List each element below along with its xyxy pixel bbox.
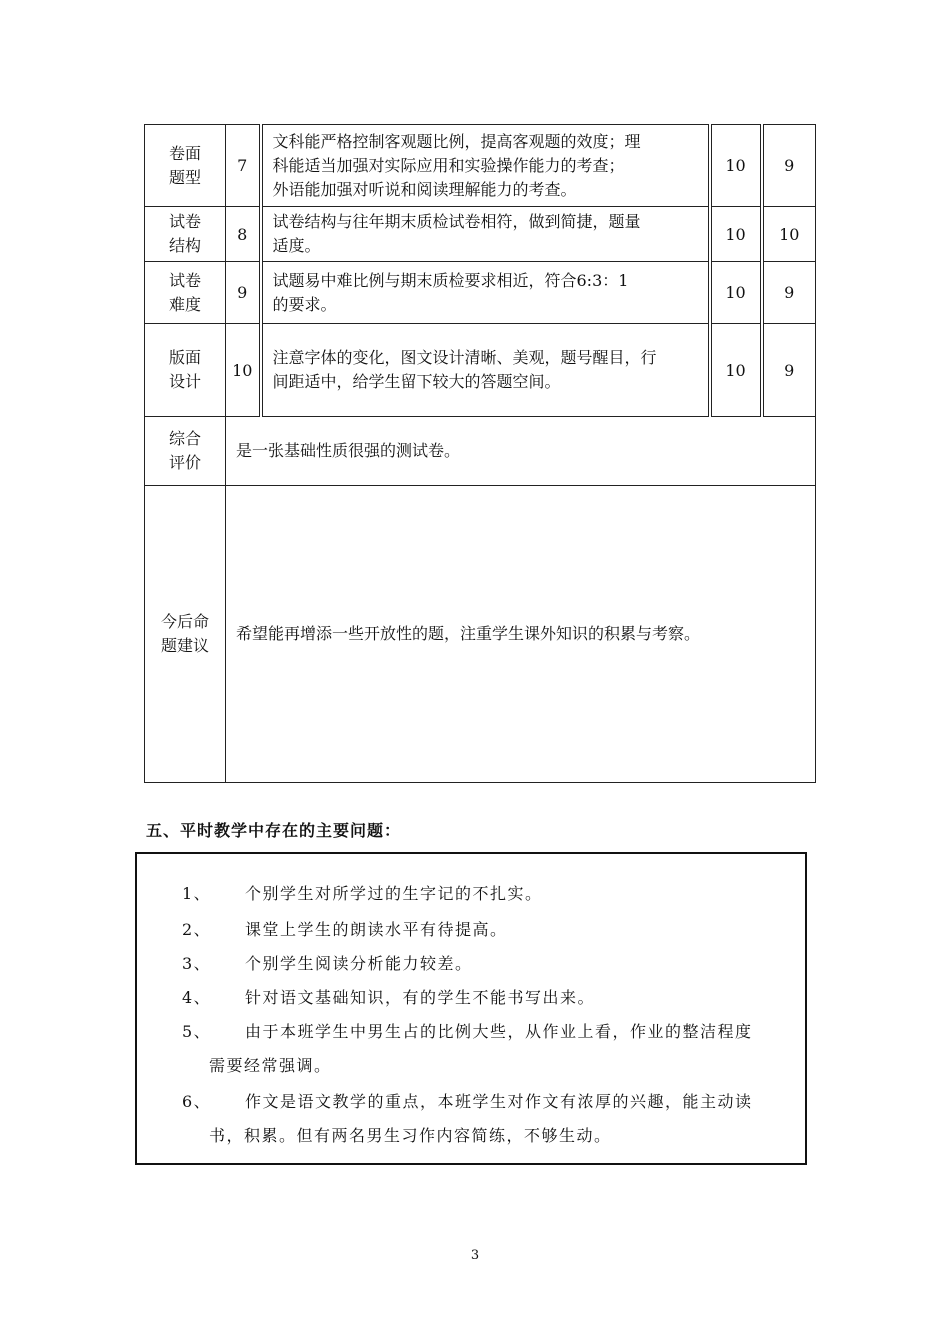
- issue-text: 作文是语文教学的重点，本班学生对作文有浓厚的兴趣，能主动读: [245, 1092, 753, 1111]
- row-description: 文科能严格控制客观题比例，提高客观题的效度；理 科能适当加强对实际应用和实验操作能力的考查； 外语能加强对听说和阅读理解能力的考查。: [261, 125, 710, 207]
- issue-text: 由于本班学生中男生占的比例大些，从作业上看，作业的整洁程度: [245, 1022, 753, 1041]
- row-number: 7: [226, 125, 261, 207]
- section-title: 五、平时教学中存在的主要问题：: [146, 821, 402, 840]
- row-number: 10: [226, 324, 261, 417]
- list-item: [137, 1083, 805, 1153]
- table-row: [145, 324, 816, 417]
- list-item: [137, 911, 805, 945]
- suggestion-label: 今后命 题建议: [145, 486, 226, 783]
- row-description: 试卷结构与往年期末质检试卷相符，做到简捷，题量 适度。: [261, 207, 710, 262]
- list-item: [137, 979, 805, 1013]
- row-number: 8: [226, 207, 261, 262]
- row-label: 试卷 难度: [145, 262, 226, 324]
- overall-evaluation-row: [145, 417, 816, 486]
- issue-text-continued: 书，积累。但有两名男生习作内容简练，不够生动。: [209, 1126, 612, 1145]
- row-description: 注意字体的变化，图文设计清晰、美观，题号醒目，行 间距适中，给学生留下较大的答题空间。: [261, 324, 710, 417]
- row-score-full: 10: [710, 125, 762, 207]
- suggestion-text: 希望能再增添一些开放性的题，注重学生课外知识的积累与考察。: [226, 486, 816, 783]
- issue-number: 4、: [182, 988, 212, 1007]
- row-score-full: 10: [710, 207, 762, 262]
- suggestion-row: [145, 486, 816, 783]
- page-number: 3: [470, 1248, 480, 1263]
- row-label: 版面 设计: [145, 324, 226, 417]
- issue-text: 个别学生对所学过的生字记的不扎实。: [245, 884, 543, 903]
- table-row: [145, 262, 816, 324]
- row-score-full: 10: [710, 262, 762, 324]
- row-score-given: 10: [762, 207, 816, 262]
- row-label: 试卷 结构: [145, 207, 226, 262]
- table-row: [145, 125, 816, 207]
- evaluation-table: [144, 124, 816, 783]
- issue-text: 课堂上学生的朗读水平有待提高。: [245, 920, 508, 939]
- issue-text-continued: 需要经常强调。: [209, 1056, 332, 1075]
- list-item: [137, 945, 805, 979]
- row-description: 试题易中难比例与期末质检要求相近，符合6:3：1 的要求。: [261, 262, 710, 324]
- table-row: [145, 207, 816, 262]
- row-score-given: 9: [762, 125, 816, 207]
- row-label: 卷面 题型: [145, 125, 226, 207]
- list-item: [137, 875, 805, 911]
- issue-number: 3、: [182, 954, 212, 973]
- row-score-given: 9: [762, 324, 816, 417]
- issue-number: 1、: [182, 884, 212, 903]
- issues-box: [135, 852, 807, 1165]
- overall-label: 综合 评价: [145, 417, 226, 486]
- row-number: 9: [226, 262, 261, 324]
- issue-number: 6、: [182, 1092, 212, 1111]
- issue-number: 2、: [182, 920, 212, 939]
- issue-text: 个别学生阅读分析能力较差。: [245, 954, 473, 973]
- issue-number: 5、: [182, 1022, 212, 1041]
- overall-text: 是一张基础性质很强的测试卷。: [226, 417, 816, 486]
- issue-text: 针对语文基础知识，有的学生不能书写出来。: [245, 988, 596, 1007]
- row-score-given: 9: [762, 262, 816, 324]
- list-item: [137, 1013, 805, 1083]
- row-score-full: 10: [710, 324, 762, 417]
